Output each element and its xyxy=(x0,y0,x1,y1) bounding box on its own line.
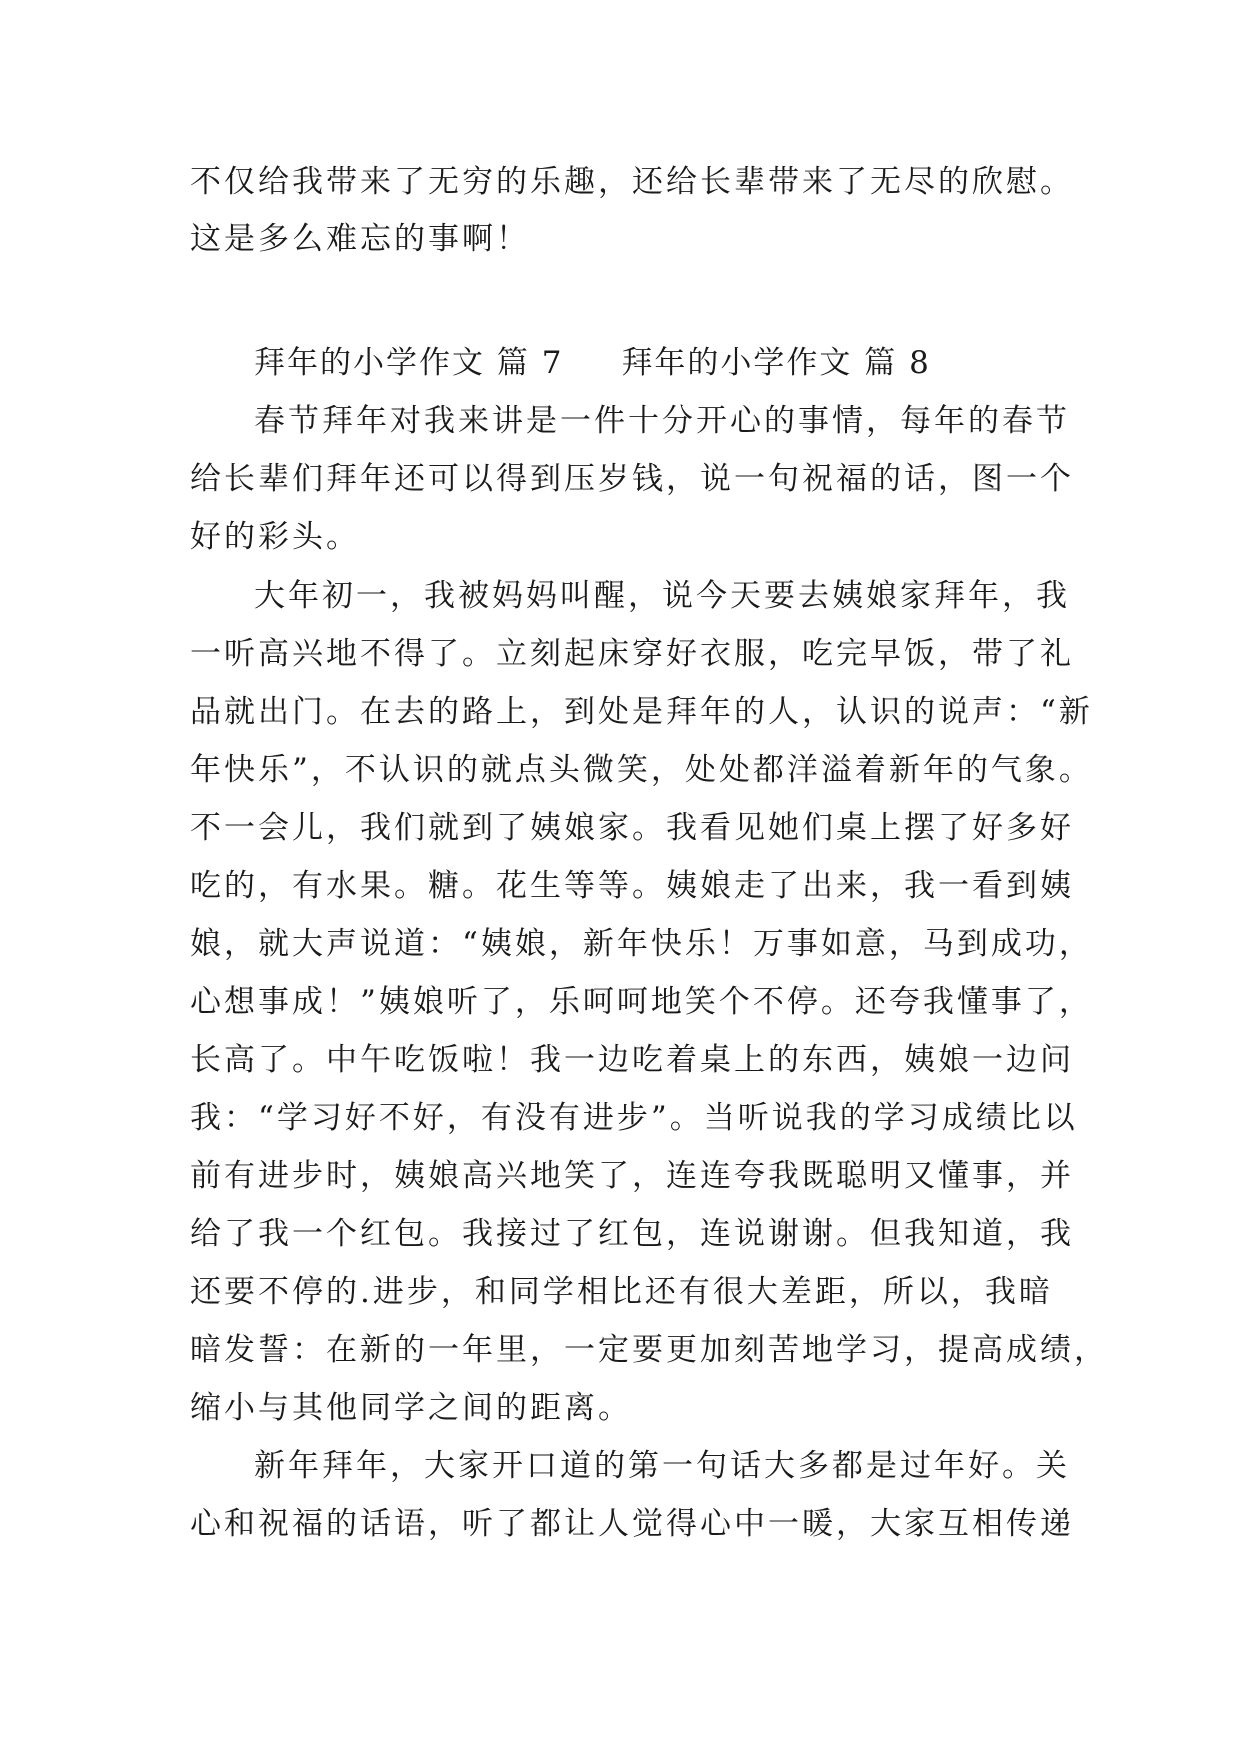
para2-line-15: 缩小与其他同学之间的距离。 xyxy=(190,1390,632,1426)
para2-line-7: 娘，就大声说道：“姨娘，新年快乐！万事如意，马到成功， xyxy=(190,926,1093,962)
para2-line-1: 大年初一，我被妈妈叫醒，说今天要去姨娘家拜年，我 xyxy=(254,578,1070,614)
para1-line-2: 给长辈们拜年还可以得到压岁钱，说一句祝福的话，图一个 xyxy=(190,461,1074,497)
para3-line-2: 心和祝福的话语，听了都让人觉得心中一暖，大家互相传递 xyxy=(190,1506,1074,1542)
para2-line-3: 品就出门。在去的路上，到处是拜年的人，认识的说声：“新 xyxy=(190,694,1093,730)
para2-line-6: 吃的，有水果。糖。花生等等。姨娘走了出来，我一看到姨 xyxy=(190,868,1074,904)
intro-line-2: 这是多么难忘的事啊！ xyxy=(190,221,530,257)
para2-line-12: 给了我一个红包。我接过了红包，连说谢谢。但我知道，我 xyxy=(190,1216,1074,1252)
para1-line-3: 好的彩头。 xyxy=(190,519,360,555)
para2-line-10: 我：“学习好不好，有没有进步”。当听说我的学习成绩比以 xyxy=(190,1100,1078,1136)
para2-line-2: 一听高兴地不得了。立刻起床穿好衣服，吃完早饭，带了礼 xyxy=(190,636,1074,672)
para2-line-5: 不一会儿，我们就到了姨娘家。我看见她们桌上摆了好多好 xyxy=(190,810,1074,846)
intro-line-1: 不仅给我带来了无穷的乐趣，还给长辈带来了无尽的欣慰。 xyxy=(190,164,1074,200)
para1-line-1: 春节拜年对我来讲是一件十分开心的事情，每年的春节 xyxy=(254,403,1070,439)
section-headings xyxy=(254,343,931,383)
para2-line-4: 年快乐”，不认识的就点头微笑，处处都洋溢着新年的气象。 xyxy=(190,752,1093,788)
para2-line-11: 前有进步时，姨娘高兴地笑了，连连夸我既聪明又懂事，并 xyxy=(190,1158,1074,1194)
para3-line-1: 新年拜年，大家开口道的第一句话大多都是过年好。关 xyxy=(254,1448,1070,1484)
para2-line-9: 长高了。中午吃饭啦！我一边吃着桌上的东西，姨娘一边问 xyxy=(190,1042,1074,1078)
para2-line-13: 还要不停的.进步，和同学相比还有很大差距，所以，我暗 xyxy=(190,1274,1053,1310)
heading-part-7: 拜年的小学作文 篇 7 xyxy=(254,345,564,381)
heading-part-8: 拜年的小学作文 篇 8 xyxy=(621,345,931,381)
para2-line-8: 心想事成！”姨娘听了，乐呵呵地笑个不停。还夸我懂事了， xyxy=(190,984,1093,1020)
para2-line-14: 暗发誓：在新的一年里，一定要更加刻苦地学习，提高成绩， xyxy=(190,1332,1108,1368)
